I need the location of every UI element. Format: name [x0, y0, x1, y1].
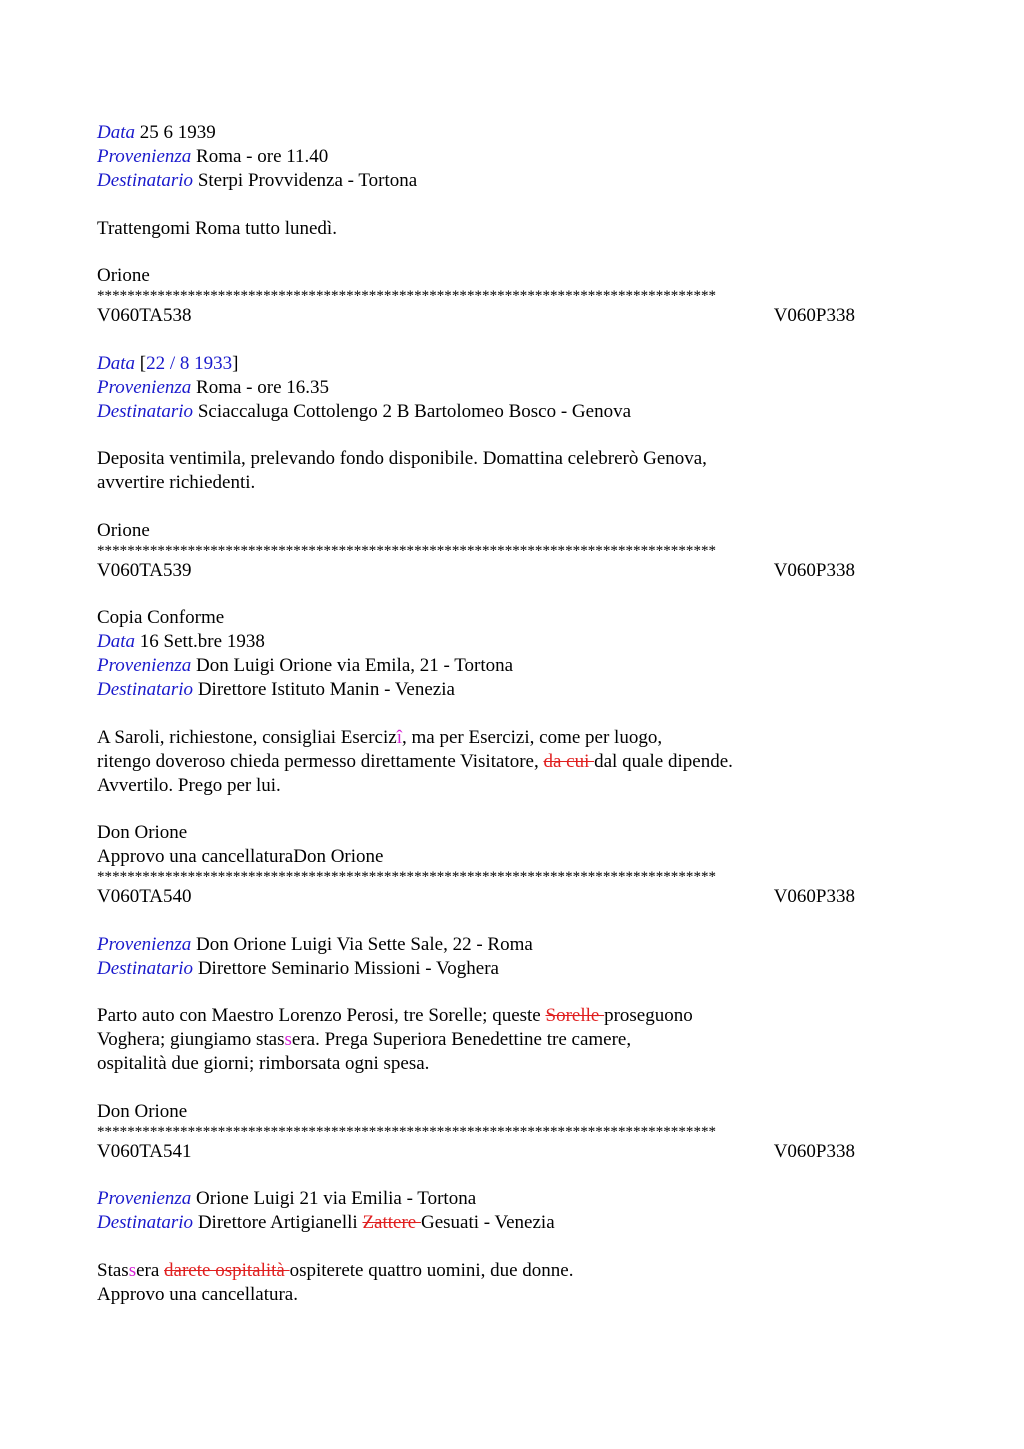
entry5-destinatario-line	[97, 1211, 927, 1235]
entry2-data-line	[97, 352, 927, 376]
entry4-id-right: V060P338	[773, 886, 855, 907]
text-run: Gesuati - Venezia	[420, 1212, 555, 1233]
inserted-text: s	[128, 1259, 137, 1281]
entry3-provenienza-value: Don Luigi Orione via Emila, 21 - Tortona	[196, 655, 514, 676]
entry1-destinatario-line	[97, 169, 927, 193]
entry5-id-right: V060P338	[773, 1140, 855, 1162]
entry4-id-left: V060TA540	[97, 886, 192, 907]
text-run: ospiterete quattro uomini, due donne.	[289, 1259, 574, 1281]
entry2-body-line1: Deposita ventimila, prelevando fondo disponibile. Domattina celebrerò Genova,	[97, 448, 707, 469]
provenienza-label: Provenienza	[97, 376, 192, 398]
entry2-data-value: 22 / 8 1933	[146, 352, 233, 374]
entry5-id-row	[97, 1140, 855, 1164]
entry2-data-close: ]	[232, 352, 239, 374]
entry3-data-value: 16 Sett.bre 1938	[139, 631, 265, 652]
destinatario-label: Destinatario	[97, 679, 194, 700]
entry2-id-row	[97, 304, 855, 328]
entry4-destinatario-value: Direttore Seminario Missioni - Voghera	[197, 957, 499, 979]
deleted-text: da cui	[543, 750, 595, 772]
text-run: Stas	[97, 1259, 129, 1281]
data-label: Data	[97, 352, 135, 374]
entry4-id-row	[97, 885, 855, 909]
text-run: Parto auto con Maestro Lorenzo Perosi, tre Sorelle; queste	[97, 1005, 546, 1026]
separator: **********************************************************************************	[97, 542, 717, 559]
entry5-body-line1	[97, 1259, 927, 1283]
text-run: era	[136, 1259, 165, 1281]
entry5-body-line2: Approvo una cancellatura.	[97, 1283, 298, 1305]
separator: **********************************************************************************	[97, 869, 717, 885]
destinatario-label: Destinatario	[97, 1212, 194, 1233]
entry3-body-line1	[97, 726, 927, 750]
entry2-signature: Orione	[97, 519, 150, 541]
text-run: dal quale dipende.	[594, 750, 733, 772]
entry1-data-value: 25 6 1939	[139, 122, 216, 143]
entry1-provenienza-value: Roma - ore 11.40	[196, 146, 329, 167]
deleted-text: darete ospitalità	[164, 1259, 290, 1281]
destinatario-label: Destinatario	[97, 170, 194, 191]
text-run: Voghera; giungiamo stas	[97, 1029, 285, 1050]
entry3-note: Approvo una cancellaturaDon Orione	[97, 846, 384, 867]
entry2-id-right: V060P338	[773, 305, 855, 326]
entry3-body-line3: Avvertilo. Prego per lui.	[97, 774, 281, 796]
entry3-provenienza-line	[97, 654, 927, 678]
entry2-provenienza-value: Roma - ore 16.35	[196, 376, 330, 398]
entry1-provenienza-line	[97, 145, 927, 169]
entry4-body-line1	[97, 1004, 927, 1028]
entry3-id-right: V060P338	[773, 559, 855, 581]
separator: **********************************************************************************	[97, 1123, 717, 1140]
entry4-destinatario-line	[97, 957, 927, 981]
entry4-provenienza-value: Don Orione Luigi Via Sette Sale, 22 - Roma	[196, 933, 533, 955]
provenienza-label: Provenienza	[97, 933, 192, 955]
document-page	[97, 121, 927, 1307]
provenienza-label: Provenienza	[97, 1188, 192, 1209]
provenienza-label: Provenienza	[97, 655, 192, 676]
entry2-destinatario-line	[97, 400, 927, 424]
entry3-body-line2	[97, 750, 927, 774]
entry3-destinatario-line	[97, 678, 927, 702]
entry2-provenienza-line	[97, 376, 927, 400]
entry3-id-left: V060TA539	[97, 559, 192, 581]
destinatario-label: Destinatario	[97, 400, 194, 422]
entry4-body-line2	[97, 1028, 927, 1052]
text-run: ritengo doveroso chieda permesso direttamente Visitatore,	[97, 750, 544, 772]
entry4-provenienza-line	[97, 933, 927, 957]
text-run: proseguono	[604, 1005, 693, 1026]
entry3-signature: Don Orione	[97, 822, 188, 843]
entry2-body-line2: avvertire richiedenti.	[97, 472, 256, 493]
inserted-text: î	[396, 726, 402, 748]
entry2-data-open: [	[139, 352, 147, 374]
entry5-id-left: V060TA541	[97, 1140, 192, 1162]
text-run: era. Prega Superiora Benedettine tre camere,	[291, 1029, 632, 1050]
entry3-id-row	[97, 559, 855, 583]
data-label: Data	[97, 122, 135, 143]
entry1-destinatario-value: Sterpi Provvidenza - Tortona	[197, 170, 418, 191]
entry3-header: Copia Conforme	[97, 607, 225, 628]
text-run: , ma per Esercizi, come per luogo,	[401, 726, 663, 748]
deleted-text: Sorelle	[545, 1005, 605, 1026]
entry3-data-line	[97, 630, 927, 654]
entry1-data-line	[97, 121, 927, 145]
separator: **********************************************************************************	[97, 288, 717, 304]
entry2-id-left: V060TA538	[97, 305, 192, 326]
entry5-provenienza-line	[97, 1187, 927, 1211]
entry1-body: Trattengomi Roma tutto lunedì.	[97, 217, 337, 239]
inserted-text: s	[284, 1029, 292, 1050]
entry4-signature: Don Orione	[97, 1100, 188, 1122]
entry5-provenienza-value: Orione Luigi 21 via Emilia - Tortona	[196, 1188, 477, 1209]
text-run: A Saroli, richiestone, consigliai Eserciz	[97, 726, 397, 748]
entry4-body-line3: ospitalità due giorni; rimborsata ogni spesa.	[97, 1053, 430, 1074]
provenienza-label: Provenienza	[97, 146, 192, 167]
text-run: Direttore Artigianelli	[197, 1212, 363, 1233]
entry3-destinatario-value: Direttore Istituto Manin - Venezia	[197, 679, 455, 700]
entry2-destinatario-value: Sciaccaluga Cottolengo 2 B Bartolomeo Bosco - Genova	[197, 400, 632, 422]
data-label: Data	[97, 631, 135, 652]
destinatario-label: Destinatario	[97, 957, 194, 979]
entry1-signature: Orione	[97, 265, 150, 286]
deleted-text: Zattere	[362, 1212, 421, 1233]
